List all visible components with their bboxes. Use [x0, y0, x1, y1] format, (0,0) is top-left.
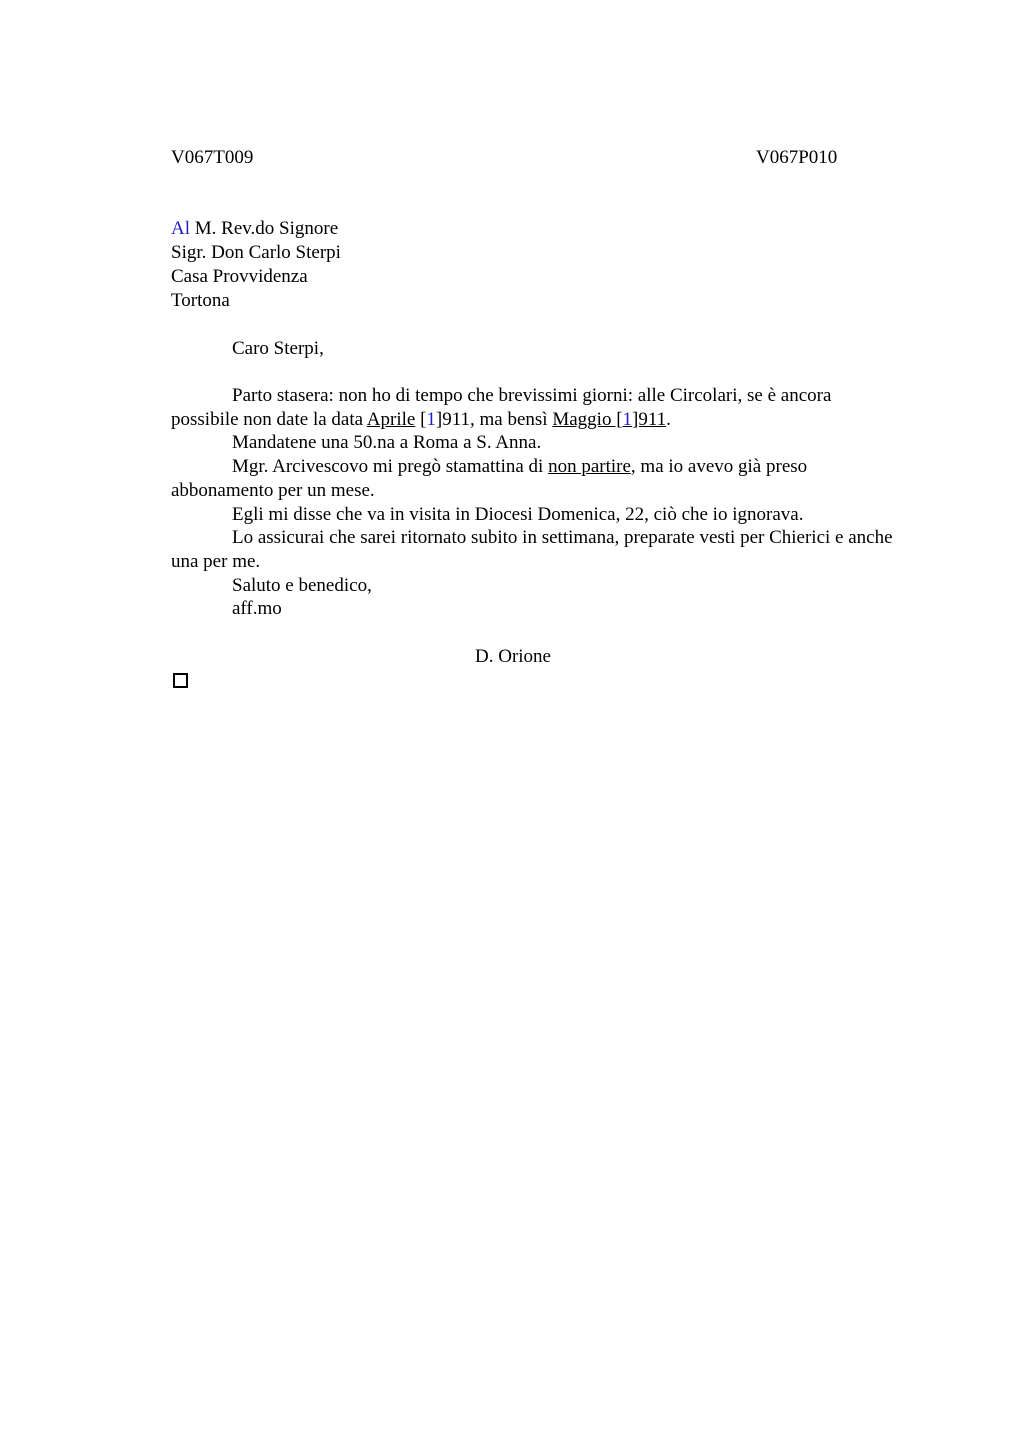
document-code-left: V067T009: [171, 147, 254, 168]
document-code-right: V067P010: [756, 147, 838, 168]
underlined-aprile: Aprile: [366, 408, 416, 430]
address-line-1-text: M. Rev.do Signore: [190, 218, 339, 239]
paragraph-1-text-c: ]911, ma bensì: [435, 408, 553, 430]
address-line-2: Sigr. Don Carlo Sterpi: [171, 242, 341, 263]
address-line-1: [171, 217, 341, 241]
signature: D. Orione: [475, 646, 551, 667]
paragraph-4: Egli mi disse che va in visita in Diocesi Domenica, 22, ciò che io ignorava.: [232, 503, 804, 525]
paragraph-1-text-a: Parto stasera: non ho di tempo che brevissimi giorni: alle Circolari, se è ancora possibile non date la data: [171, 385, 832, 430]
underlined-maggio: [552, 409, 666, 430]
paragraph-5: Lo assicurai che sarei ritornato subito in settimana, preparate vesti per Chierici e anche una per me.: [171, 527, 893, 572]
maggio-text: Maggio [: [552, 408, 623, 430]
paragraph-3-text-b: , ma io avevo già preso abbonamento per un mese.: [171, 456, 808, 501]
editorial-insert-2: 1: [622, 408, 633, 430]
maggio-year: ]911: [632, 408, 667, 430]
paragraph-1: [171, 384, 899, 431]
address-line-4: Tortona: [171, 290, 230, 311]
paragraph-1-end: .: [666, 408, 671, 430]
paragraph-6: Saluto e benedico,: [232, 574, 372, 596]
address-line-3: Casa Provvidenza: [171, 266, 308, 287]
paragraph-3-text-a: Mgr. Arcivescovo mi pregò stamattina di: [232, 456, 549, 478]
salutation: Caro Sterpi,: [232, 338, 324, 359]
paragraph-1-text-b: [: [415, 408, 427, 430]
paragraph-2: Mandatene una 50.na a Roma a S. Anna.: [232, 432, 542, 454]
end-marker-box-icon: [173, 673, 188, 688]
letter-body: [171, 384, 899, 621]
underlined-non-partire: non partire: [548, 456, 631, 478]
paragraph-3: [171, 455, 899, 502]
paragraph-7: aff.mo: [232, 598, 282, 620]
address-block: [171, 217, 341, 313]
editorial-insert-1: 1: [426, 408, 436, 430]
address-prefix: Al: [171, 218, 190, 239]
